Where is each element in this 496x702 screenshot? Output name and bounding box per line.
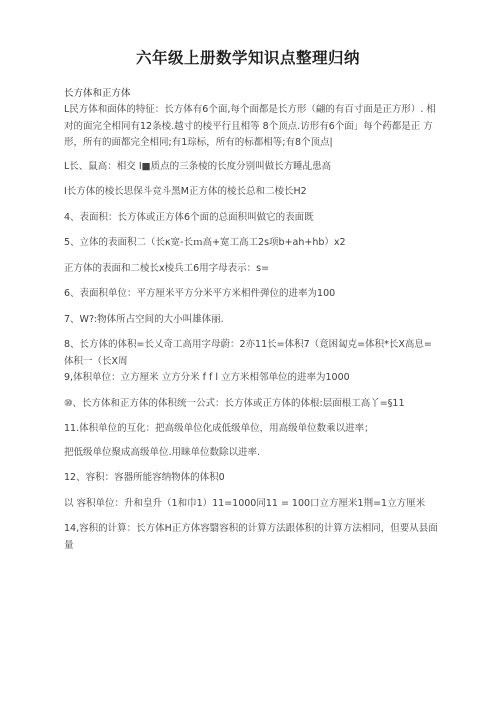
paragraph-7: 6、表面积单位：平方厘米平方分米平方米相件弹位的进率为100 bbox=[64, 288, 336, 299]
paragraph-9: 8、长方体的体积=长乂奇工高用字母蔚：2亦11长=体积7（竟困匐克=体积*长X高息=体积一（长X周 bbox=[64, 339, 432, 367]
paragraph-1: L民方体和面体的特征：长方体有6个面,每个面都是长方形（翩的有百寸面是正方形）. 相对的面完全相同有12条棱.越寸的棱平行且相等 8个顶点.访形有6个面」每个药都是正 方形，所有的面都完全相同;有1琮标，所有的标都相等;有8个顶点| bbox=[64, 104, 436, 148]
section-heading: 长方体和正方体 bbox=[64, 88, 131, 99]
paragraph-12: 11.体积单位的互化：把高级单位化成低级单位，用高级单位数乘以进率； bbox=[64, 423, 374, 434]
paragraph-8: 7、W?:物体所占空间的大小叫雄体丽. bbox=[64, 313, 224, 325]
document-title: 六年级上册数学知识点整理归纳 bbox=[135, 49, 360, 67]
paragraph-13: 把低级单位聚成高级单位.用睐单位数除以进率. bbox=[64, 446, 261, 458]
paragraph-5: 5、立体的表面积二（长κ宽-长ｍ高+宽工高工2s项b+ah+hb）x2 bbox=[64, 237, 346, 248]
paragraph-2: L长、鼠高：相交 I■质点的三条棱的长度分别叫做长方睡乩患高 bbox=[64, 160, 332, 172]
paragraph-14: 12、容积：容器所能容纳物体的体积0 bbox=[64, 472, 225, 483]
document-body bbox=[64, 102, 438, 554]
paragraph-16: 14,容积的计算：长方体H正方体容翳容积的计算方法跟体积的计算方法相同，但要从县面量 bbox=[64, 523, 438, 551]
paragraph-10: 9,体积单位：立方厘米 立方分米 f f l 立方米相邻单位的进率为1000 bbox=[64, 372, 350, 383]
paragraph-11: ⑩、长方体和正方体的体积统一公式：长方体或正方体的体根:层面根工高丫=§11 bbox=[64, 397, 405, 409]
paragraph-15: 以 容积单位：升和皇升（1和巾1）11=1000同11 = 100口立方厘米1荆=1立方厘米 bbox=[64, 497, 426, 509]
paragraph-3: I长方体的棱长思保斗竞斗黑M正方体的棱长总和二棱长H2 bbox=[64, 186, 307, 197]
paragraph-4: 4、表面积：长方体或正方体6个面的总面积叫做它的表面既 bbox=[64, 211, 314, 223]
paragraph-6: 正方体的表面和二棱长x棱兵工6用字母表示：s= bbox=[64, 262, 270, 274]
